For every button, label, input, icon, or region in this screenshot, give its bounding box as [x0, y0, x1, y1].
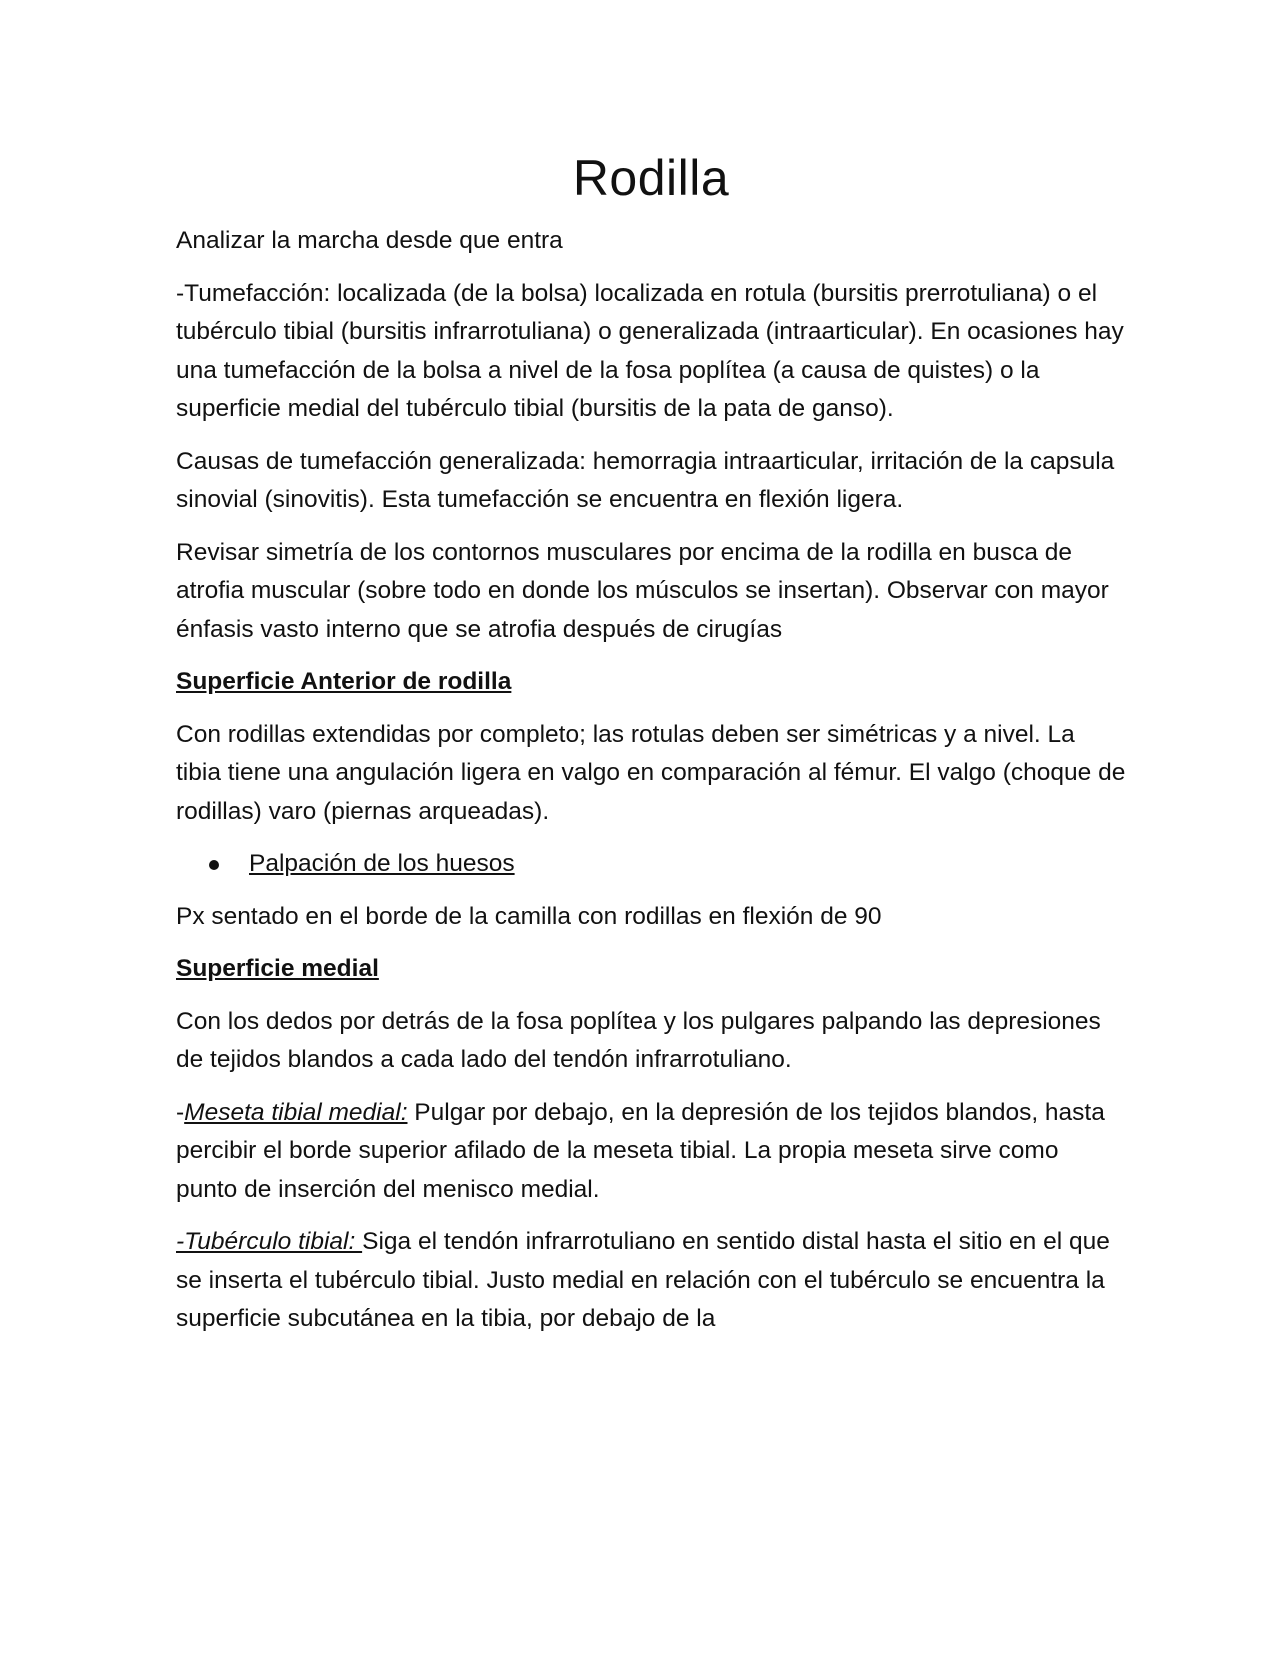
- paragraph-patient-position: Px sentado en el borde de la camilla con rodillas en flexión de 90: [176, 902, 882, 930]
- bullet-item-bone-palpation: Palpación de los huesos: [249, 850, 515, 877]
- bullet-icon: [209, 860, 219, 870]
- paragraph-tibial-tubercle: [176, 1223, 1126, 1339]
- bullet-list: [176, 845, 1126, 884]
- paragraph-swelling-causes: Causas de tumefacción generalizada: hemorragia intraarticular, irritación de la capsula sinovial (sinovitis). Esta tumefacción se encuentra en flexión ligera.: [176, 447, 1115, 513]
- section-heading-medial-text: Superficie medial: [176, 955, 379, 982]
- paragraph-medial-tibial-plateau: [176, 1094, 1126, 1210]
- section-heading-anterior-text: Superficie Anterior de rodilla: [176, 668, 512, 695]
- paragraph-anterior: Con rodillas extendidas por completo; las rotulas deben ser simétricas y a nivel. La tibia tiene una angulación ligera en valgo en comparación al fémur. El valgo (choque de rodillas) varo (piernas arqueadas).: [176, 720, 1126, 825]
- section-heading-anterior: [176, 663, 1126, 702]
- paragraph-medial-palpation: Con los dedos por detrás de la fosa poplítea y los pulgares palpando las depresiones de tejidos blandos a cada lado del tendón infrarrotuliano.: [176, 1007, 1101, 1073]
- page-title: Rodilla: [572, 150, 730, 206]
- paragraph-swelling: -Tumefacción: localizada (de la bolsa) localizada en rotula (bursitis prerrotuliana) o el tubérculo tibial (bursitis infrarrotuliana) o generalizada (intraarticular). En ocasiones hay una tumefacción de la bolsa a nivel de la fosa poplítea (a causa de quistes) o la superficie medial del tubérculo tibial (bursitis de la pata de ganso).: [176, 279, 1124, 422]
- plateau-text: Pulgar por debajo, en la depresión de los tejidos blandos, hasta percibir el borde superior afilado de la meseta tibial. La propia meseta sirve como punto de inserción del menisco medial.: [176, 1098, 1105, 1203]
- paragraph-gait: Analizar la marcha desde que entra: [176, 227, 563, 254]
- section-heading-medial: [176, 950, 1126, 989]
- paragraph-muscle-symmetry: Revisar simetría de los contornos musculares por encima de la rodilla en busca de atrofia muscular (sobre todo en donde los músculos se insertan). Observar con mayor énfasis vasto interno que se atrofia después de cirugías: [176, 538, 1109, 643]
- document-body: [176, 148, 1126, 1353]
- plateau-prefix: -: [176, 1098, 185, 1126]
- list-item: [249, 845, 1126, 884]
- term-medial-tibial-plateau: Meseta tibial medial:: [184, 1098, 408, 1126]
- tubercle-text: Siga el tendón infrarrotuliano en sentido distal hasta el sitio en el que se inserta el tubérculo tibial. Justo medial en relación con el tubérculo se encuentra la superficie subcutánea en la tibia, por debajo de la: [176, 1228, 1110, 1332]
- term-tibial-tubercle: -Tubérculo tibial:: [176, 1228, 363, 1255]
